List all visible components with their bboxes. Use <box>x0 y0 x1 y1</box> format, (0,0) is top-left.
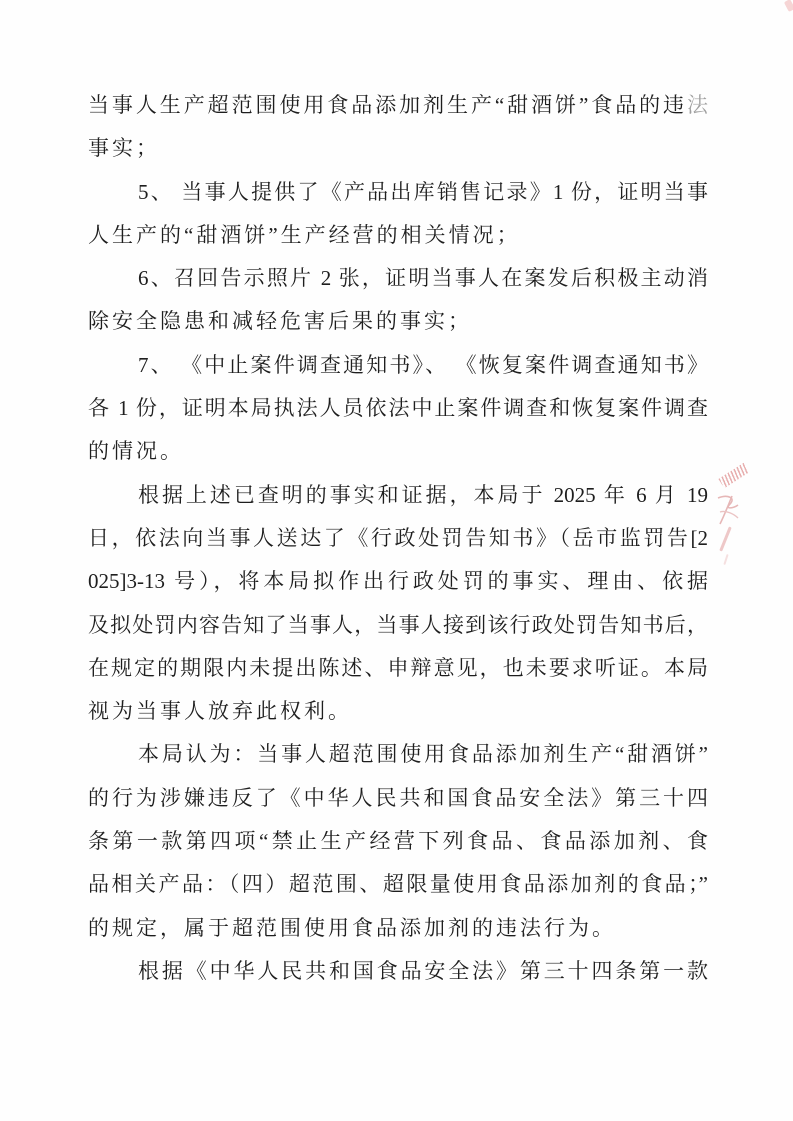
text-line <box>88 777 708 820</box>
text-line-content: 视为当事人放弃此权利。 <box>88 699 352 724</box>
text-line-content: 5、 当事人提供了《产品出库销售记录》1 份，证明当事 <box>138 179 708 204</box>
text-line <box>88 863 708 906</box>
red-ink-tick-mark <box>723 554 728 565</box>
text-line-content: 人生产的“甜酒饼”生产经营的相关情况； <box>88 222 521 247</box>
text-line <box>88 344 708 387</box>
text-line <box>88 820 708 863</box>
text-line <box>88 907 708 950</box>
text-line-content: 6、召回告示照片 2 张，证明当事人在案发后积极主动消 <box>138 266 708 291</box>
text-line <box>88 127 708 170</box>
faint-character: 法 <box>687 93 708 117</box>
text-line <box>88 950 708 993</box>
text-line <box>88 690 708 733</box>
text-line-content: 条第一款第四项“禁止生产经营下列食品、食品添加剂、食 <box>88 829 708 854</box>
text-line <box>88 387 708 430</box>
red-ink-corner-speck <box>784 0 793 12</box>
text-line-content: 本局认为：当事人超范围使用食品添加剂生产“甜酒饼” <box>138 742 708 767</box>
text-line-content: 及拟处罚内容告知了当事人，当事人接到该行政处罚告知书后， <box>88 612 708 637</box>
text-line-content: 品相关产品：（四）超范围、超限量使用食品添加剂的食品；” <box>88 872 708 897</box>
text-line-content: 事实； <box>88 136 160 161</box>
text-line-content: 根据上述已查明的事实和证据，本局于 2025 年 6 月 19 <box>138 482 708 507</box>
text-line <box>88 430 708 473</box>
text-line <box>88 517 708 560</box>
text-line <box>88 647 708 690</box>
text-line-content: 根据《中华人民共和国食品安全法》第三十四条第一款 <box>138 958 708 983</box>
text-line-content: 的情况。 <box>88 439 184 464</box>
text-line <box>88 560 708 603</box>
red-ink-hatch-mark <box>718 463 749 489</box>
red-ink-stroke-mark <box>719 526 732 551</box>
text-line <box>88 171 708 214</box>
document-body-text <box>88 84 708 993</box>
text-line-content: 的行为涉嫌违反了《中华人民共和国食品安全法》第三十四 <box>88 785 708 810</box>
text-line <box>88 474 708 517</box>
text-line-content: 在规定的期限内未提出陈述、申辩意见，也未要求听证。本局 <box>88 655 708 680</box>
red-ink-scribble-mark <box>714 492 744 528</box>
text-line-content: 的规定，属于超范围使用食品添加剂的违法行为。 <box>88 915 616 940</box>
text-line-content: 7、 《中止案件调查通知书》、 《恢复案件调查通知书》 <box>138 352 708 377</box>
text-line-content: 除安全隐患和减轻危害后果的事实； <box>88 309 472 334</box>
text-line <box>88 84 708 127</box>
text-line-content: 日，依法向当事人送达了《行政处罚告知书》（岳市监罚告[2 <box>88 525 708 550</box>
text-line <box>88 604 708 647</box>
text-line-content: 025]3-13 号），将本局拟作出行政处罚的事实、理由、依据 <box>88 569 708 594</box>
text-line <box>88 733 708 776</box>
text-line-content: 当事人生产超范围使用食品添加剂生产“甜酒饼”食品的违 <box>88 93 687 117</box>
text-line-content: 各 1 份，证明本局执法人员依法中止案件调查和恢复案件调查 <box>88 396 708 421</box>
text-line <box>88 214 708 257</box>
text-line <box>88 257 708 300</box>
text-line <box>88 300 708 343</box>
